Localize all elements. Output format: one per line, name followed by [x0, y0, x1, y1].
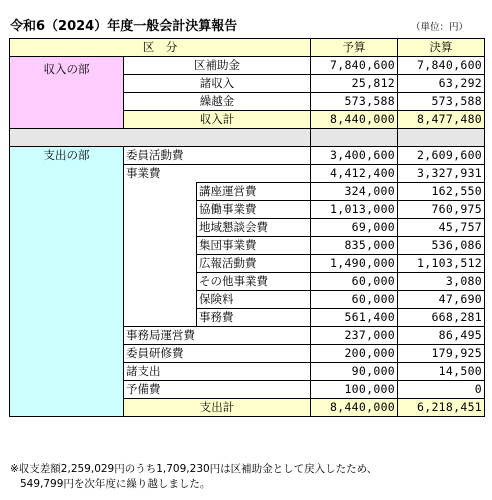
settlement-value: 0: [398, 381, 485, 399]
settlement-value: 179,925: [398, 345, 485, 363]
sub-row-label: 協働事業費: [197, 201, 311, 219]
expense-section-label: 支出の部: [10, 147, 124, 417]
settlement-value: 47,690: [398, 291, 485, 309]
sub-row-label: 保険料: [197, 291, 311, 309]
table-row: [10, 147, 485, 165]
spacer-row: [10, 129, 485, 147]
income-total-settlement: 8,477,480: [398, 111, 485, 129]
table-row: [10, 57, 485, 75]
sub-row-label: その他事業費: [197, 273, 311, 291]
budget-value: 237,000: [311, 327, 398, 345]
settlement-value: 3,080: [398, 273, 485, 291]
report-title: 令和6（2024）年度一般会計決算報告: [10, 19, 238, 34]
settlement-value: 760,975: [398, 201, 485, 219]
settlement-value: 7,840,600: [398, 57, 485, 75]
budget-value: 573,588: [311, 93, 398, 111]
sub-row-label: 講座運営費: [197, 183, 311, 201]
settlement-value: 2,609,600: [398, 147, 485, 165]
row-label: 繰越金: [124, 93, 311, 111]
settlement-value: 86,495: [398, 327, 485, 345]
income-total-budget: 8,440,000: [311, 111, 398, 129]
footnote-line-2: 549,799円を次年度に繰り越しました。: [20, 478, 211, 490]
budget-value: 69,000: [311, 219, 398, 237]
sub-row-label: 事務費: [197, 309, 311, 327]
settlement-value: 1,103,512: [398, 255, 485, 273]
settlement-value: 162,550: [398, 183, 485, 201]
row-label: 委員研修費: [124, 345, 311, 363]
header-settlement: 決算: [398, 39, 485, 57]
sub-row-label: 集団事業費: [197, 237, 311, 255]
settlement-value: 45,757: [398, 219, 485, 237]
budget-value: 1,013,000: [311, 201, 398, 219]
income-section-label: 収入の部: [10, 57, 124, 129]
expense-total-budget: 8,440,000: [311, 399, 398, 417]
settlement-value: 14,500: [398, 363, 485, 381]
budget-value: 7,840,600: [311, 57, 398, 75]
settlement-value: 536,086: [398, 237, 485, 255]
header-category: 区 分: [10, 39, 311, 57]
header-budget: 予算: [311, 39, 398, 57]
budget-value: 60,000: [311, 273, 398, 291]
row-label: 予備費: [124, 381, 311, 399]
sub-row-label: 広報活動費: [197, 255, 311, 273]
settlement-value: 3,327,931: [398, 165, 485, 183]
settlement-value: 668,281: [398, 309, 485, 327]
budget-value: 3,400,600: [311, 147, 398, 165]
row-label: 区補助金: [124, 57, 311, 75]
row-label: 事務局運営費: [124, 327, 311, 345]
expense-total-settlement: 6,218,451: [398, 399, 485, 417]
budget-value: 25,812: [311, 75, 398, 93]
budget-value: 1,490,000: [311, 255, 398, 273]
budget-value: 4,412,400: [311, 165, 398, 183]
header-row: [10, 39, 485, 57]
budget-value: 561,400: [311, 309, 398, 327]
sub-row-label: 地域懇談会費: [197, 219, 311, 237]
expense-total-label: 支出計: [124, 399, 311, 417]
unit-label: （単位：円）: [411, 22, 469, 33]
income-total-label: 収入計: [124, 111, 311, 129]
settlement-table: [9, 38, 485, 417]
budget-value: 324,000: [311, 183, 398, 201]
budget-value: 835,000: [311, 237, 398, 255]
budget-value: 200,000: [311, 345, 398, 363]
settlement-value: 63,292: [398, 75, 485, 93]
row-label: 諸収入: [124, 75, 311, 93]
settlement-value: 573,588: [398, 93, 485, 111]
row-label: 諸支出: [124, 363, 311, 381]
footnote: [10, 462, 377, 492]
budget-value: 60,000: [311, 291, 398, 309]
footnote-line-1: ※収支差額2,259,029円のうち1,709,230円は区補助金として戻入したため、: [10, 463, 378, 475]
row-label: 事業費: [124, 165, 311, 183]
budget-value: 90,000: [311, 363, 398, 381]
budget-value: 100,000: [311, 381, 398, 399]
row-label: 委員活動費: [124, 147, 311, 165]
